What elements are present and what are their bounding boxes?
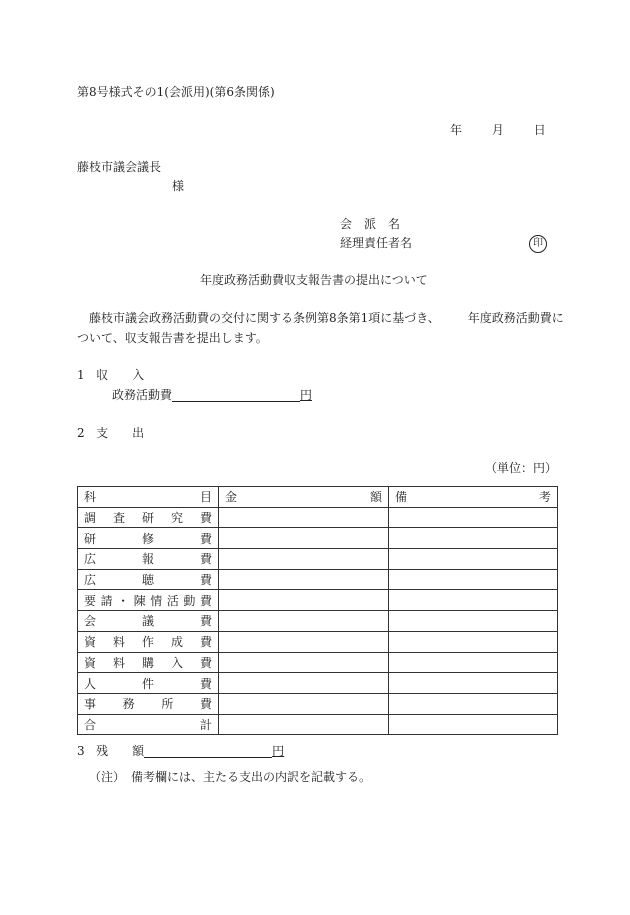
amount-cell[interactable] bbox=[219, 652, 389, 673]
balance-line bbox=[77, 744, 284, 758]
remarks-cell[interactable] bbox=[389, 693, 558, 714]
expense-category: 調査研究費 bbox=[78, 507, 219, 528]
addressee-title: 藤枝市議会議長 bbox=[77, 160, 162, 174]
addressee-honorific: 様 bbox=[172, 179, 185, 193]
expense-category: 事務所費 bbox=[78, 693, 219, 714]
table-row bbox=[78, 611, 558, 632]
table-row bbox=[78, 714, 558, 735]
amount-cell[interactable] bbox=[219, 673, 389, 694]
date-month: 月 bbox=[491, 123, 504, 137]
manager-name-label: 経理責任者名 bbox=[340, 236, 413, 250]
seal-mark: 印 bbox=[529, 235, 547, 253]
unit-note: （単位：円） bbox=[484, 461, 557, 475]
expense-category: 資料購入費 bbox=[78, 652, 219, 673]
expense-category: 広聴費 bbox=[78, 569, 219, 590]
income-unit: 円 bbox=[300, 388, 313, 402]
expense-category: 広報費 bbox=[78, 549, 219, 570]
amount-cell[interactable] bbox=[219, 714, 389, 735]
body-text-1b: 年度政務活動費に bbox=[467, 311, 564, 325]
balance-unit: 円 bbox=[272, 744, 285, 758]
table-row bbox=[78, 549, 558, 570]
remarks-cell[interactable] bbox=[389, 714, 558, 735]
table-row bbox=[78, 590, 558, 611]
amount-cell[interactable] bbox=[219, 507, 389, 528]
remarks-cell[interactable] bbox=[389, 507, 558, 528]
table-header-row bbox=[78, 487, 558, 508]
income-heading bbox=[77, 368, 144, 382]
expense-table bbox=[77, 486, 558, 735]
remarks-cell[interactable] bbox=[389, 569, 558, 590]
income-label: 収 入 bbox=[96, 368, 145, 382]
body-text-1a: 藤枝市議会政務活動費の交付に関する条例第8条第1項に基づき、 bbox=[89, 311, 440, 325]
expense-category: 研修費 bbox=[78, 528, 219, 549]
date-day: 日 bbox=[533, 123, 546, 137]
amount-cell[interactable] bbox=[219, 590, 389, 611]
amount-cell[interactable] bbox=[219, 631, 389, 652]
amount-cell[interactable] bbox=[219, 549, 389, 570]
expense-label: 支 出 bbox=[96, 426, 145, 440]
amount-cell[interactable] bbox=[219, 528, 389, 549]
income-line bbox=[112, 388, 312, 402]
remarks-cell[interactable] bbox=[389, 673, 558, 694]
remarks-cell[interactable] bbox=[389, 652, 558, 673]
remarks-cell[interactable] bbox=[389, 631, 558, 652]
document-title: 年度政務活動費収支報告書の提出について bbox=[200, 273, 428, 287]
expense-category: 人件費 bbox=[78, 673, 219, 694]
header-remarks: 備考 bbox=[389, 487, 558, 508]
table-row bbox=[78, 631, 558, 652]
date-line bbox=[450, 123, 546, 137]
table-row bbox=[78, 569, 558, 590]
date-year: 年 bbox=[450, 123, 463, 137]
table-row bbox=[78, 652, 558, 673]
expense-category: 資料作成費 bbox=[78, 631, 219, 652]
table-row bbox=[78, 507, 558, 528]
table-row bbox=[78, 528, 558, 549]
income-item: 政務活動費 bbox=[112, 388, 173, 402]
expense-category: 合計 bbox=[78, 714, 219, 735]
header-item: 科目 bbox=[78, 487, 219, 508]
expense-heading bbox=[77, 426, 144, 440]
income-amount-blank bbox=[172, 389, 300, 402]
body-line-1 bbox=[89, 311, 564, 325]
amount-cell[interactable] bbox=[219, 569, 389, 590]
remarks-cell[interactable] bbox=[389, 528, 558, 549]
expense-category: 会議費 bbox=[78, 611, 219, 632]
amount-cell[interactable] bbox=[219, 693, 389, 714]
expense-category: 要請・陳情活動費 bbox=[78, 590, 219, 611]
remarks-cell[interactable] bbox=[389, 590, 558, 611]
expense-num: 2 bbox=[77, 426, 85, 440]
income-num: 1 bbox=[77, 368, 85, 382]
faction-name-label: 会 派 名 bbox=[340, 217, 401, 231]
remarks-cell[interactable] bbox=[389, 611, 558, 632]
balance-label: 残 額 bbox=[96, 744, 145, 758]
table-row bbox=[78, 673, 558, 694]
header-amount: 金額 bbox=[219, 487, 389, 508]
amount-cell[interactable] bbox=[219, 611, 389, 632]
remarks-cell[interactable] bbox=[389, 549, 558, 570]
form-number: 第8号様式その1(会派用)(第6条関係) bbox=[77, 85, 275, 99]
balance-num: 3 bbox=[77, 744, 85, 758]
table-row bbox=[78, 693, 558, 714]
note: （注） 備考欄には、主たる支出の内訳を記載する。 bbox=[89, 770, 372, 784]
body-line-2: ついて、収支報告書を提出します。 bbox=[77, 331, 268, 345]
balance-amount-blank bbox=[144, 745, 272, 758]
